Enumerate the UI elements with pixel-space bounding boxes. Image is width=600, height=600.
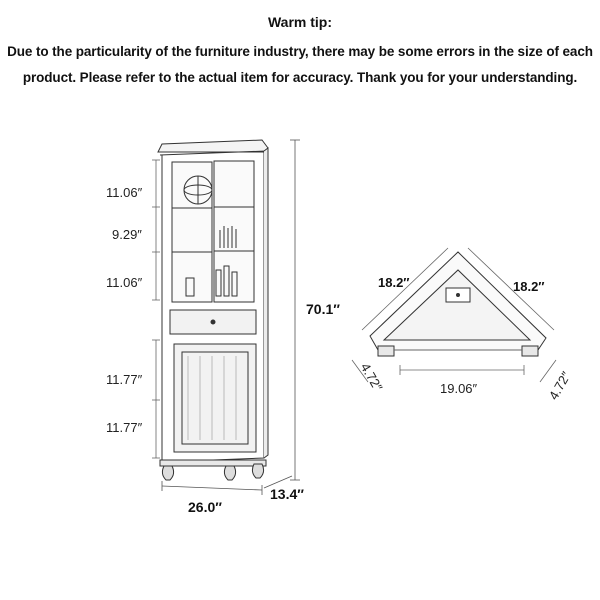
warm-tip-line-2: product. Please refer to the actual item for accuracy. Thank you for your understanding. [22,70,578,85]
cabinet-illustration [158,140,268,480]
total-height-label: 70.1″ [306,301,340,317]
depth-label: 13.4″ [270,486,304,502]
top-front-label: 19.06″ [440,381,478,396]
lower-height-2: 11.77″ [106,420,143,435]
shelf-height-3: 11.06″ [106,275,143,290]
shelf-height-1: 11.06″ [106,185,143,200]
lower-height-1: 11.77″ [106,372,143,387]
top-right-depth-label: 4.72″ [545,368,574,403]
top-right-side-label: 18.2″ [513,279,545,294]
shelf-dimension-guides [152,160,160,458]
shelf-height-2: 9.29″ [112,227,142,242]
total-height-guide [290,140,300,480]
warm-tip-line-1: Due to the particularity of the furniture industry, there may be some errors in the size of each [7,44,593,59]
top-left-side-label: 18.2″ [378,275,410,290]
top-view-illustration [370,252,546,356]
width-label: 26.0″ [188,499,222,515]
warm-tip-title: Warm tip: [267,14,333,30]
top-left-depth-label: 4.72″ [357,360,386,394]
